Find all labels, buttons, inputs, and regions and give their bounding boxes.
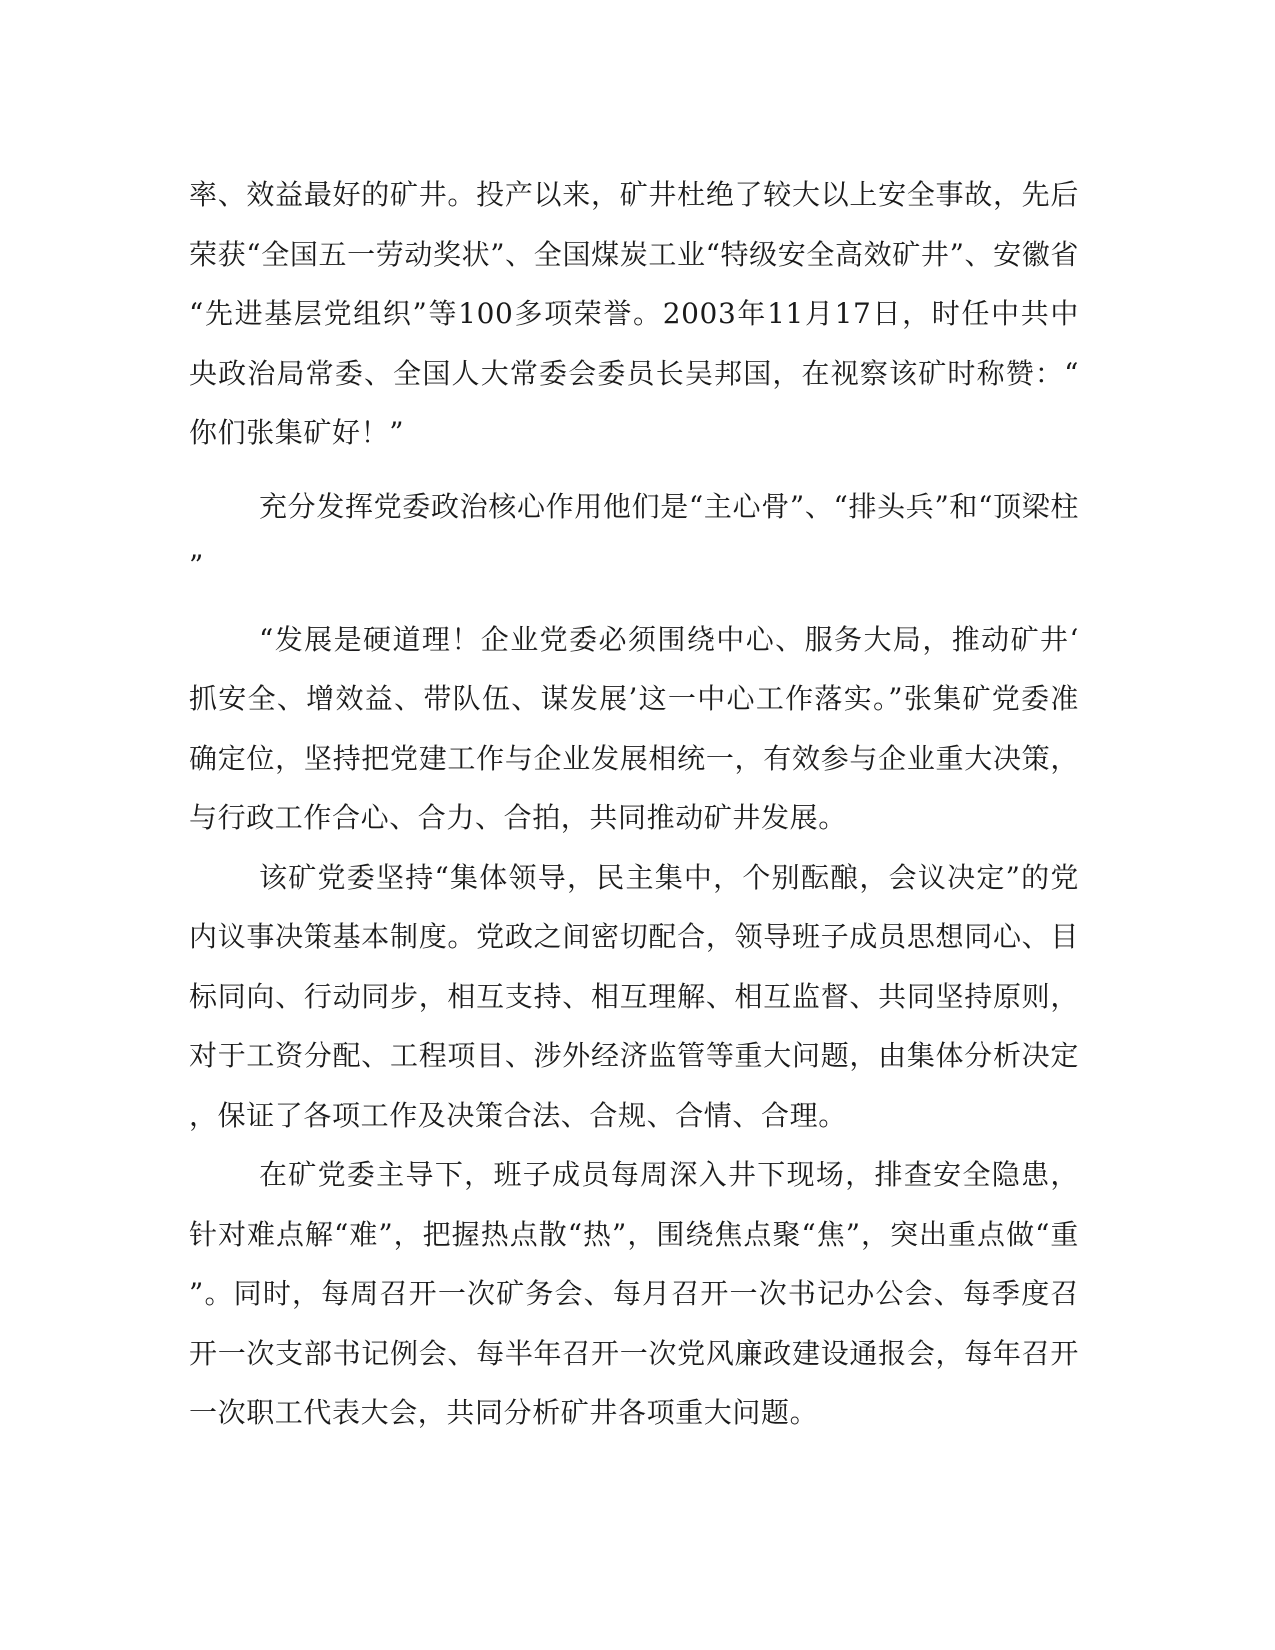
paragraph-development: “发展是硬道理！企业党委必须围绕中心、服务大局，推动矿井‘抓安全、增效益、带队伍、谋发展’这一中心工作落实。”张集矿党委准确定位，坚持把党建工作与企业发展相统一，有效参与企业重大决策，与行政工作合心、合力、合拍，共同推动矿井发展。: [189, 622, 1079, 834]
document-body: [189, 165, 1079, 1443]
paragraph-meetings: 在矿党委主导下，班子成员每周深入井下现场，排查安全隐患，针对难点解“难”，把握热点散“热”，围绕焦点聚“焦”，突出重点做“重”。同时，每周召开一次矿务会、每月召开一次书记办公会、每季度召开一次支部书记例会、每半年召开一次党风廉政建设通报会，每年召开一次职工代表大会，共同分析矿井各项重大问题。: [189, 1158, 1079, 1429]
section-heading-paragraph: 充分发挥党委政治核心作用他们是“主心骨”、“排头兵”和“顶梁柱”: [189, 489, 1079, 582]
paragraph-decision-system: 该矿党委坚持“集体领导，民主集中，个别酝酿，会议决定”的党内议事决策基本制度。党政之间密切配合，领导班子成员思想同心、目标同向、行动同步，相互支持、相互理解、相互监督、共同坚持原则，对于工资分配、工程项目、涉外经济监管等重大问题，由集体分析决定，保证了各项工作及决策合法、合规、合情、合理。: [189, 860, 1079, 1132]
paragraph-continuation: 率、效益最好的矿井。投产以来，矿井杜绝了较大以上安全事故，先后荣获“全国五一劳动奖状”、全国煤炭工业“特级安全高效矿井”、安徽省“先进基层党组织”等100多项荣誉。2003年11月17日，时任中共中央政治局常委、全国人大常委会委员长吴邦国，在视察该矿时称赞：“你们张集矿好！”: [189, 178, 1079, 449]
